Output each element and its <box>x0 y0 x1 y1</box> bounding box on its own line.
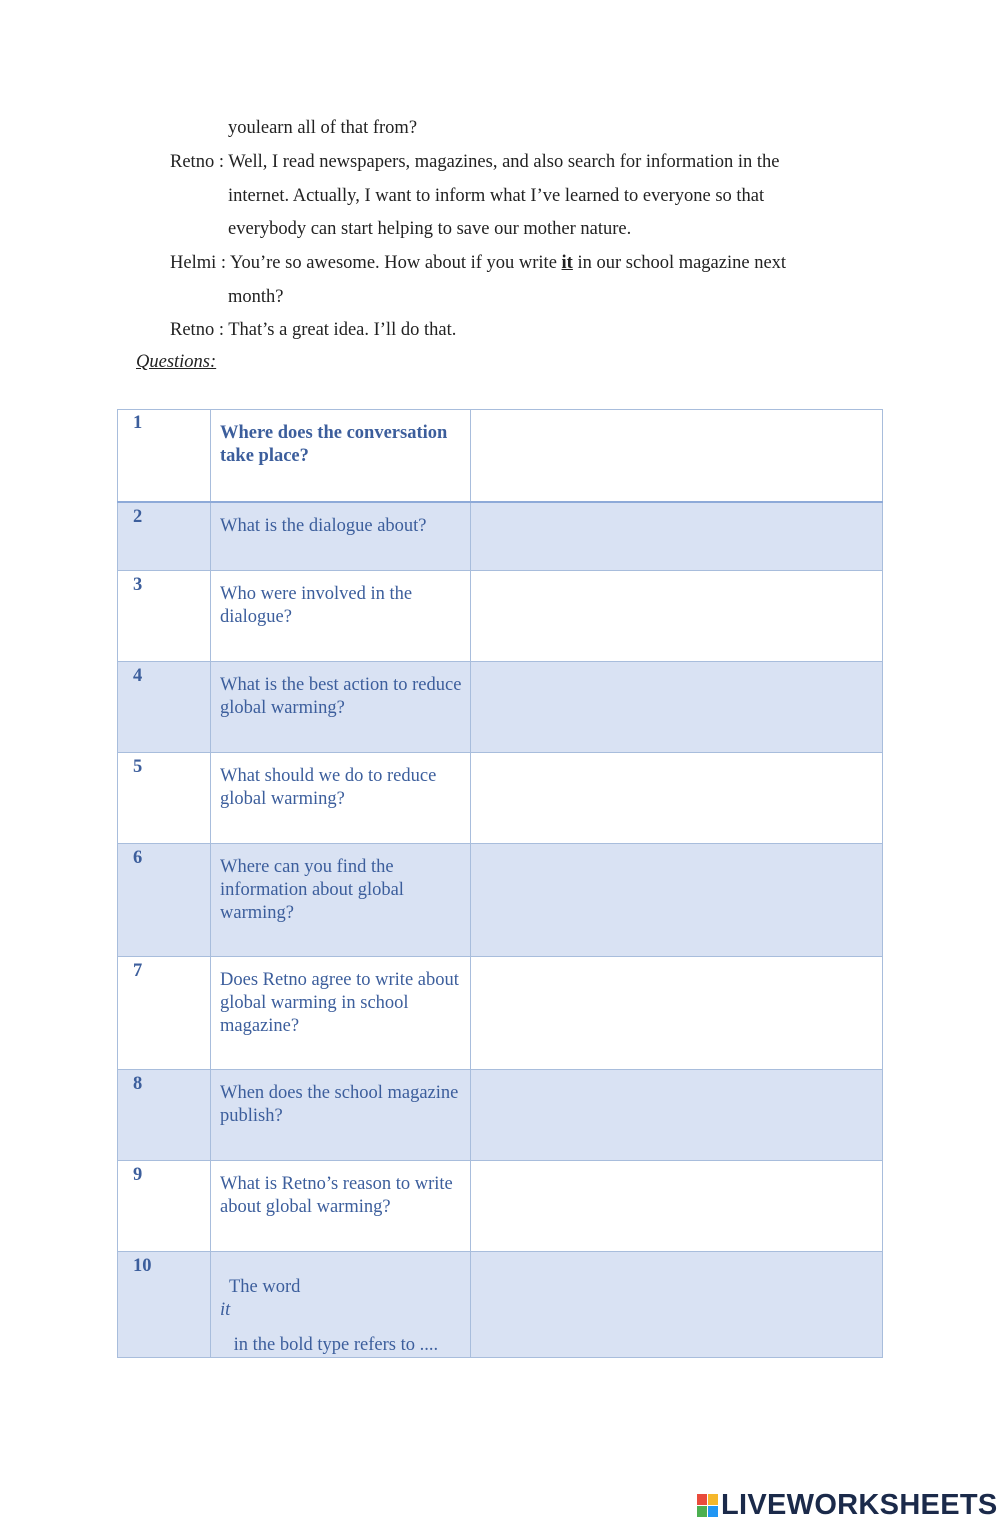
questions-table <box>117 409 883 1358</box>
question-text: The word it in the bold type refers to .... <box>220 1277 439 1355</box>
speaker-name: Retno : <box>170 320 229 340</box>
liveworksheets-logo[interactable] <box>697 1488 998 1522</box>
speaker-name: Helmi : <box>170 253 230 273</box>
table-row <box>118 1161 883 1252</box>
questions-heading: Questions: <box>136 352 217 372</box>
question-number: 2 <box>133 506 143 527</box>
answer-cell[interactable] <box>471 502 883 571</box>
dialogue-line: internet. Actually, I want to inform what I’ve learned to everyone so that <box>228 186 765 206</box>
question-number: 8 <box>133 1074 143 1094</box>
question-text: Where can you find the information about global warming? <box>220 857 404 923</box>
question-text: When does the school magazine publish? <box>220 1083 459 1126</box>
question-number: 7 <box>133 961 143 981</box>
question-number: 9 <box>133 1165 143 1185</box>
question-text: What should we do to reduce global warming? <box>220 766 437 809</box>
table-row <box>118 571 883 662</box>
emphasized-word: it <box>220 1300 231 1320</box>
answer-cell[interactable] <box>471 1161 883 1252</box>
dialogue-line: Retno : Well, I read newspapers, magazines, and also search for information in the <box>170 152 780 172</box>
table-row <box>118 410 883 502</box>
question-text: What is the dialogue about? <box>220 515 427 536</box>
table-row <box>118 753 883 844</box>
table-row <box>118 502 883 571</box>
question-number: 10 <box>133 1256 152 1276</box>
dialogue-line: everybody can start helping to save our mother nature. <box>228 219 632 239</box>
question-number: 6 <box>133 848 143 868</box>
answer-cell[interactable] <box>471 410 883 502</box>
answer-cell[interactable] <box>471 1070 883 1161</box>
question-text: Does Retno agree to write about global warming in school magazine? <box>220 970 459 1036</box>
question-number: 4 <box>133 666 143 686</box>
answer-cell[interactable] <box>471 1252 883 1358</box>
logo-text: LIVEWORKSHEETS <box>721 1488 998 1521</box>
table-row <box>118 957 883 1070</box>
answer-cell[interactable] <box>471 662 883 753</box>
dialogue-line: Retno : That’s a great idea. I’ll do that. <box>170 320 457 340</box>
answer-cell[interactable] <box>471 957 883 1070</box>
answer-cell[interactable] <box>471 844 883 957</box>
answer-cell[interactable] <box>471 571 883 662</box>
table-row <box>118 662 883 753</box>
question-number: 1 <box>133 413 143 433</box>
answer-cell[interactable] <box>471 753 883 844</box>
dialogue-line: Helmi : You’re so awesome. How about if you write it in our school magazine next <box>170 253 787 273</box>
question-number: 3 <box>133 575 143 595</box>
dialogue-line: youlearn all of that from? <box>228 118 418 138</box>
table-row <box>118 844 883 957</box>
question-text: Who were involved in the dialogue? <box>220 584 413 627</box>
question-text: Where does the conversation take place? <box>220 423 448 466</box>
question-number: 5 <box>133 757 143 777</box>
question-text: What is Retno’s reason to write about global warming? <box>220 1174 453 1217</box>
dialogue-line: month? <box>228 287 284 307</box>
speaker-name: Retno : <box>170 152 229 172</box>
liveworksheets-logo-icon <box>697 1494 718 1517</box>
table-row <box>118 1252 883 1358</box>
table-row <box>118 1070 883 1161</box>
emphasized-word: it <box>561 253 573 273</box>
question-text: What is the best action to reduce global warming? <box>220 675 462 718</box>
